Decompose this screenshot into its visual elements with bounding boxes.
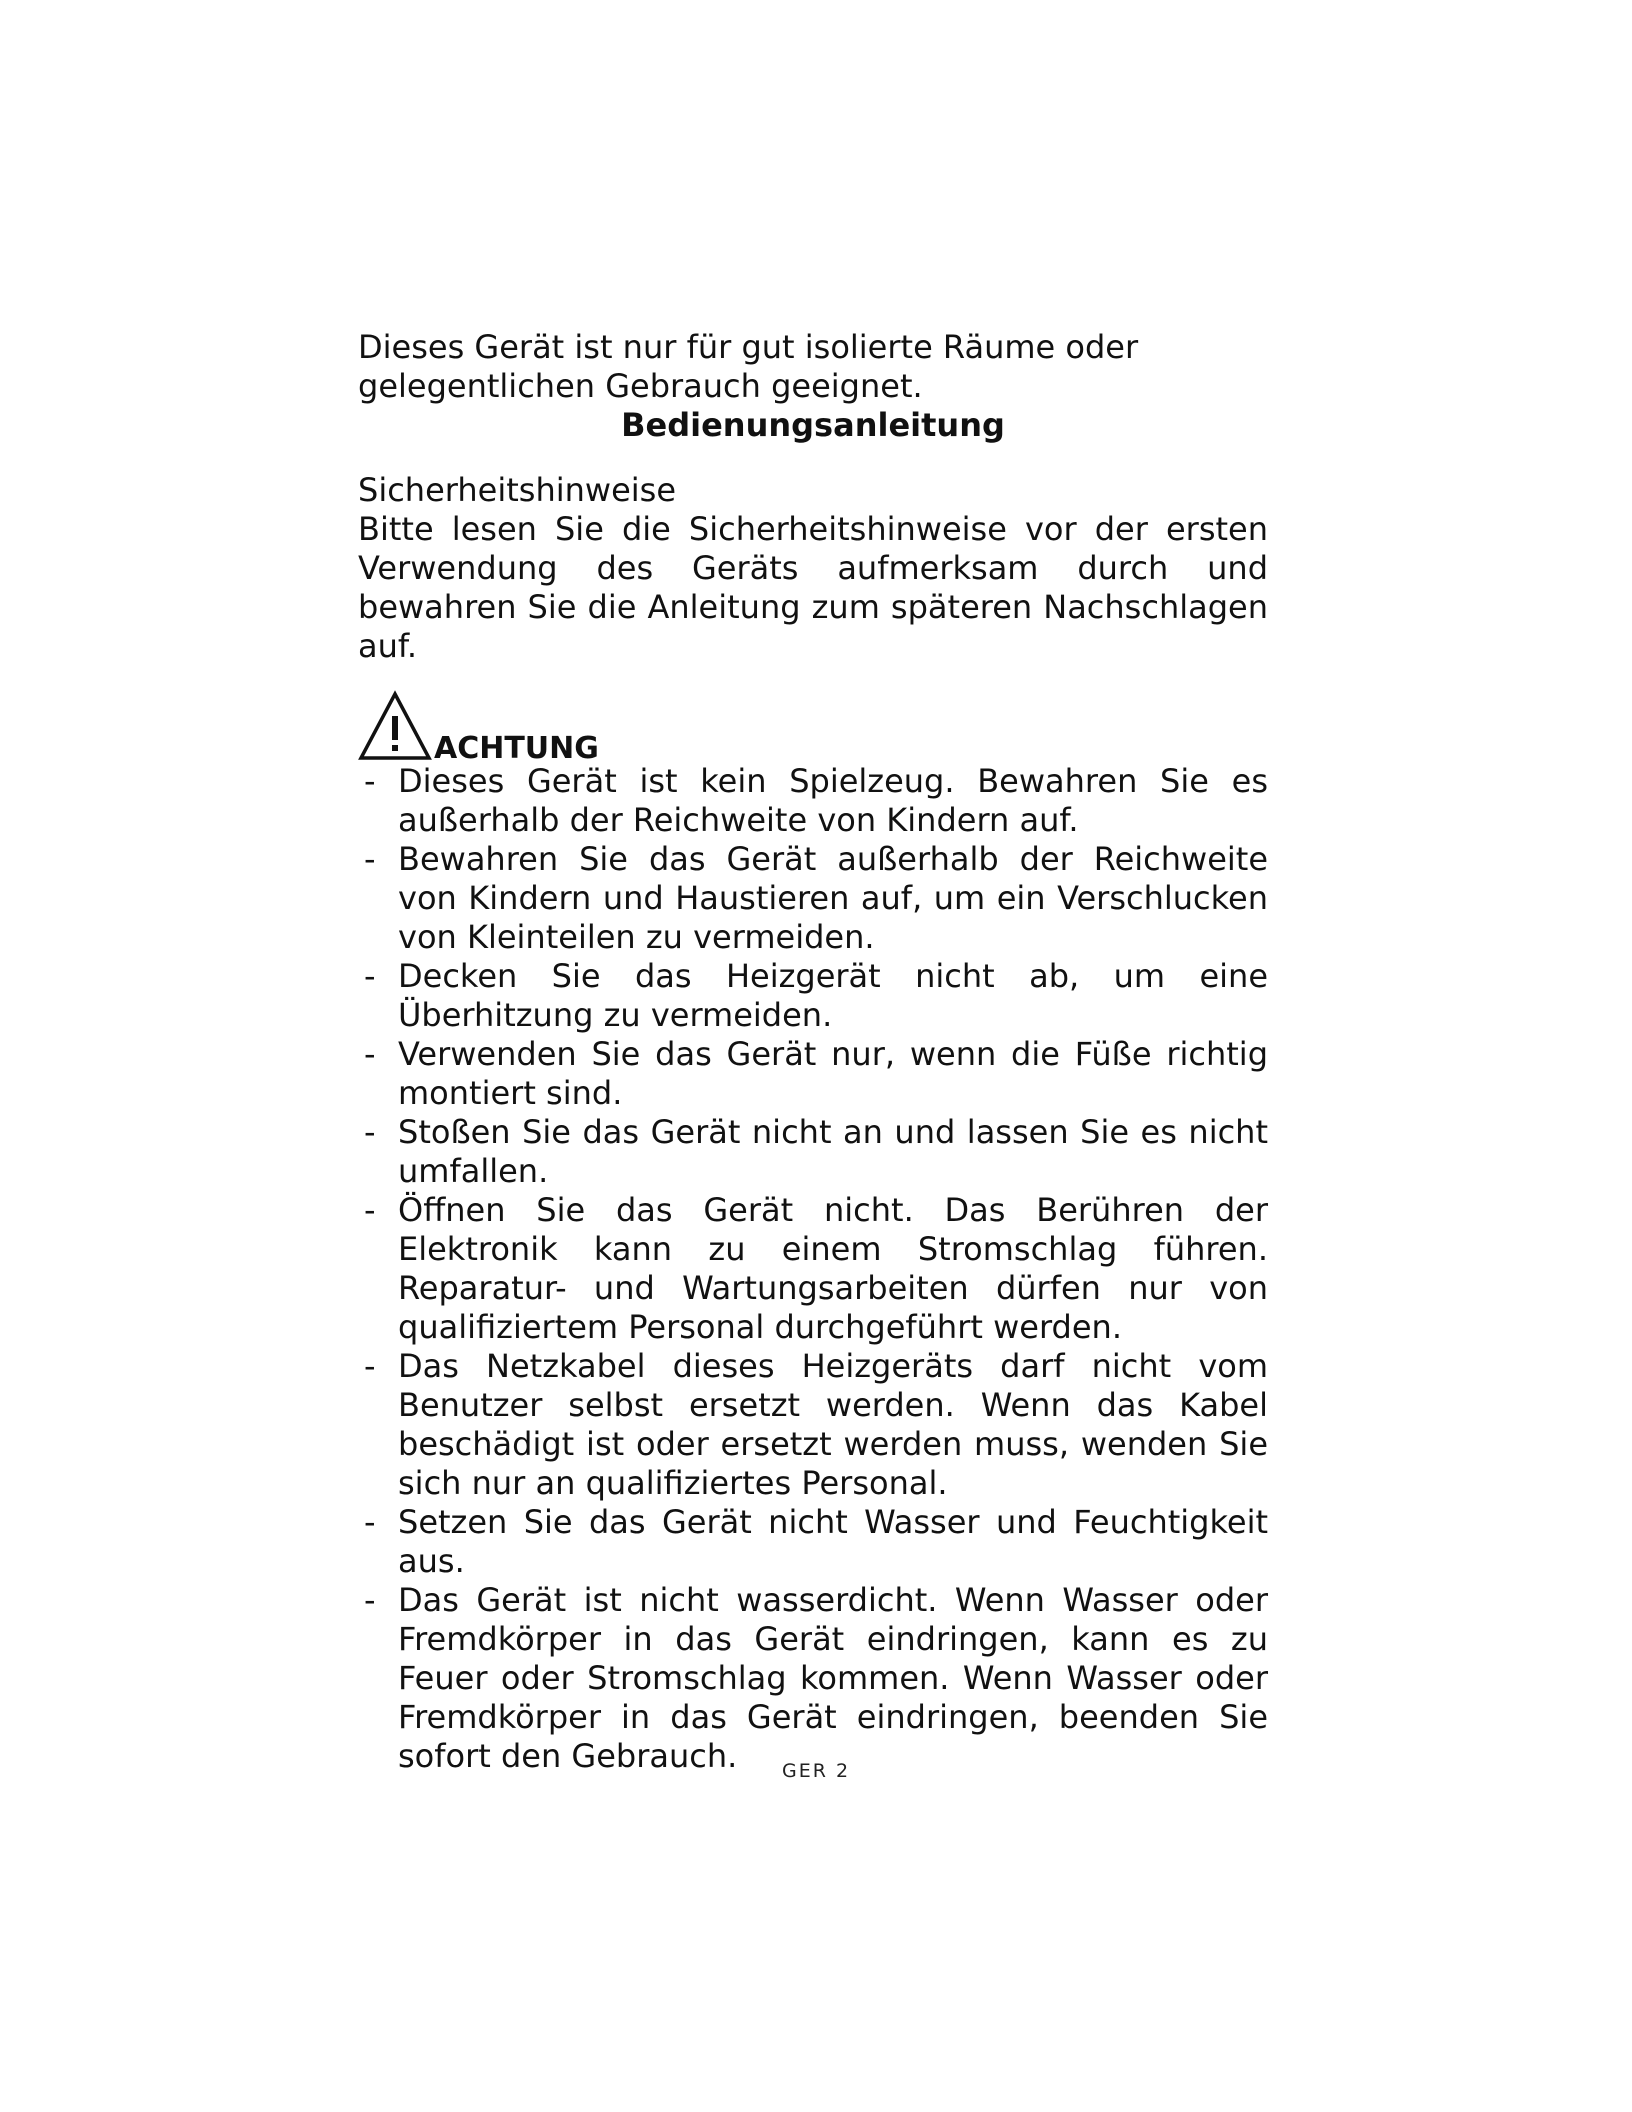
list-item bbox=[358, 1191, 1268, 1347]
list-item bbox=[358, 1503, 1268, 1581]
list-item bbox=[358, 840, 1268, 957]
list-item-text: Verwenden Sie das Gerät nur, wenn die Füße richtig montiert sind. bbox=[398, 1035, 1268, 1112]
warning-label: ACHTUNG bbox=[434, 731, 599, 766]
bullet-dash: - bbox=[364, 762, 376, 800]
list-item bbox=[358, 957, 1268, 1035]
list-item-text: Dieses Gerät ist kein Spielzeug. Bewahren Sie es außerhalb der Reichweite von Kindern auf. bbox=[398, 762, 1268, 839]
list-item-text: Stoßen Sie das Gerät nicht an und lassen Sie es nicht umfallen. bbox=[398, 1113, 1268, 1190]
bullet-dash: - bbox=[364, 1347, 376, 1385]
list-item bbox=[358, 1347, 1268, 1503]
list-item-text: Decken Sie das Heizgerät nicht ab, um eine Überhitzung zu vermeiden. bbox=[398, 957, 1268, 1034]
list-item bbox=[358, 762, 1268, 840]
section-title-safety: Sicherheitshinweise bbox=[358, 471, 676, 509]
intro-line-1: Dieses Gerät ist nur für gut isolierte Räume oder bbox=[358, 328, 1139, 366]
list-item bbox=[358, 1581, 1268, 1776]
list-item bbox=[358, 1035, 1268, 1113]
bullet-dash: - bbox=[364, 840, 376, 878]
list-item-text: Setzen Sie das Gerät nicht Wasser und Feuchtigkeit aus. bbox=[398, 1503, 1268, 1580]
bullet-dash: - bbox=[364, 1503, 376, 1541]
list-item bbox=[358, 1113, 1268, 1191]
list-item-text: Öffnen Sie das Gerät nicht. Das Berühren der Elektronik kann zu einem Stromschlag führen. Reparatur- und Wartungsarbeiten dürfen nur von qualifiziertem Personal durchgeführt werden. bbox=[398, 1191, 1268, 1346]
page-footer: GER 2 bbox=[781, 1760, 851, 1782]
bullet-dash: - bbox=[364, 1191, 376, 1229]
page-title: Bedienungsanleitung bbox=[621, 406, 1005, 444]
intro-line-2: gelegentlichen Gebrauch geeignet. bbox=[358, 367, 923, 405]
bullet-dash: - bbox=[364, 1035, 376, 1073]
list-item-text: Das Netzkabel dieses Heizgeräts darf nicht vom Benutzer selbst ersetzt werden. Wenn das Kabel beschädigt ist oder ersetzt werden muss, wenden Sie sich nur an qualifiziertes Personal. bbox=[398, 1347, 1268, 1502]
list-item-text: Das Gerät ist nicht wasserdicht. Wenn Wasser oder Fremdkörper in das Gerät eindringen, kann es zu Feuer oder Stromschlag kommen. Wenn Wasser oder Fremdkörper in das Gerät eindringen, beenden Sie sofort den Gebrauch. bbox=[398, 1581, 1268, 1775]
warning-header bbox=[358, 686, 1268, 766]
safety-intro-text: Bitte lesen Sie die Sicherheitshinweise vor der ersten Verwendung des Geräts aufmerksam durch und bewahren Sie die Anleitung zum späteren Nachschlagen auf. bbox=[358, 510, 1268, 665]
warning-list bbox=[358, 762, 1268, 1776]
bullet-dash: - bbox=[364, 957, 376, 995]
bullet-dash: - bbox=[364, 1581, 376, 1619]
warning-triangle-icon bbox=[358, 690, 432, 762]
list-item-text: Bewahren Sie das Gerät außerhalb der Reichweite von Kindern und Haustieren auf, um ein Verschlucken von Kleinteilen zu vermeiden. bbox=[398, 840, 1268, 956]
document-body bbox=[358, 328, 1268, 1776]
bullet-dash: - bbox=[364, 1113, 376, 1151]
